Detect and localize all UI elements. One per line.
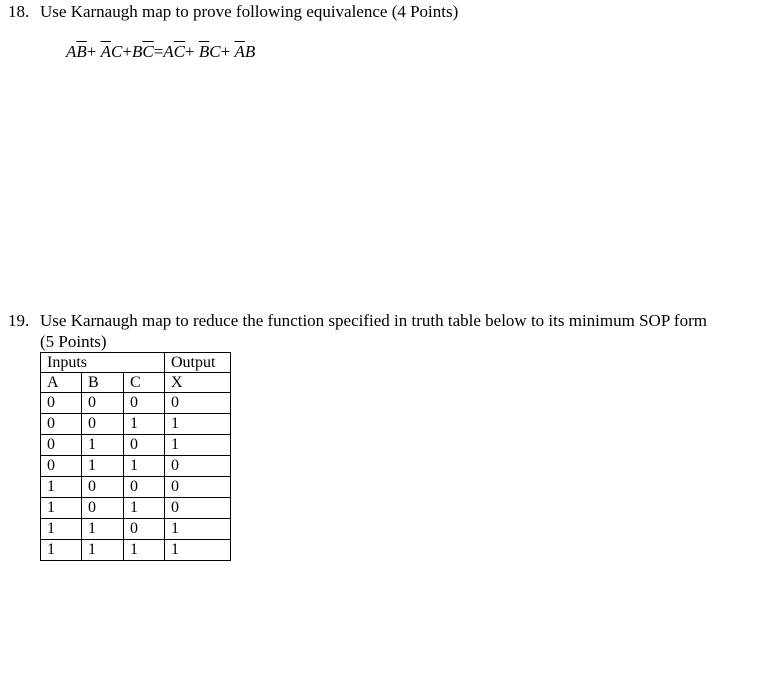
boolean-equation (66, 42, 255, 62)
truth-table-body (41, 393, 231, 561)
table-row (41, 477, 231, 498)
cell-b: 1 (82, 540, 124, 561)
table-row (41, 393, 231, 414)
variable: C (111, 42, 123, 61)
equation-lhs (66, 42, 154, 61)
cell-a: 0 (41, 414, 82, 435)
variable: B (244, 42, 256, 61)
complemented-variable: $\overline{A}$ (234, 42, 245, 61)
cell-c: 0 (124, 519, 165, 540)
cell-x: 0 (165, 393, 231, 414)
question-19 (8, 311, 707, 331)
table-row (41, 519, 231, 540)
cell-x: 1 (165, 540, 231, 561)
cell-c: 1 (124, 540, 165, 561)
cell-c: 0 (124, 435, 165, 456)
lhs-operator: + (122, 42, 132, 61)
complemented-variable: $\overline{B}$ (198, 42, 210, 61)
cell-x: 0 (165, 477, 231, 498)
table-row (41, 540, 231, 561)
header-x: X (165, 373, 231, 393)
truth-table-group-row (41, 353, 231, 373)
complemented-variable: $\overline{C}$ (142, 42, 154, 61)
rhs-operator: + (220, 42, 235, 61)
cell-c: 1 (124, 498, 165, 519)
table-row (41, 414, 231, 435)
cell-a: 1 (41, 519, 82, 540)
cell-x: 0 (165, 456, 231, 477)
cell-a: 0 (41, 435, 82, 456)
cell-b: 0 (82, 393, 124, 414)
header-b: B (82, 373, 124, 393)
question-19-points: (5 Points) (40, 332, 107, 351)
inputs-group-header: Inputs (41, 353, 165, 373)
cell-b: 1 (82, 435, 124, 456)
cell-a: 1 (41, 540, 82, 561)
rhs-term (234, 42, 255, 61)
cell-x: 1 (165, 414, 231, 435)
cell-b: 0 (82, 477, 124, 498)
cell-a: 0 (41, 456, 82, 477)
table-row (41, 498, 231, 519)
lhs-term (66, 42, 87, 61)
header-c: C (124, 373, 165, 393)
cell-c: 1 (124, 414, 165, 435)
variable: A (163, 42, 174, 61)
truth-table (40, 352, 231, 561)
variable: B (131, 42, 143, 61)
question-19-number: 19. (8, 311, 30, 330)
complemented-variable: $\overline{A}$ (100, 42, 112, 61)
truth-table-header-row (41, 373, 231, 393)
lhs-term (101, 42, 123, 61)
lhs-term (132, 42, 154, 61)
cell-a: 0 (41, 393, 82, 414)
rhs-operator: + (185, 42, 199, 61)
table-row (41, 456, 231, 477)
cell-b: 1 (82, 456, 124, 477)
question-19-text: Use Karnaugh map to reduce the function specified in truth table below to its minimum SOP form (40, 311, 707, 330)
complemented-variable: $\overline{B}$ (76, 42, 87, 61)
lhs-operator: + (86, 42, 101, 61)
cell-x: 1 (165, 435, 231, 456)
rhs-term (199, 42, 221, 61)
variable: A (66, 42, 77, 61)
cell-c: 0 (124, 477, 165, 498)
cell-a: 1 (41, 498, 82, 519)
variable: C (209, 42, 221, 61)
cell-b: 1 (82, 519, 124, 540)
question-18-number: 18. (8, 2, 30, 21)
table-row (41, 435, 231, 456)
cell-x: 1 (165, 519, 231, 540)
cell-c: 1 (124, 456, 165, 477)
cell-x: 0 (165, 498, 231, 519)
cell-c: 0 (124, 393, 165, 414)
complemented-variable: $\overline{C}$ (173, 42, 186, 61)
question-18 (8, 2, 458, 22)
cell-a: 1 (41, 477, 82, 498)
output-group-header: Output (165, 353, 231, 373)
equation-equals: = (153, 42, 164, 61)
question-18-text: Use Karnaugh map to prove following equivalence (4 Points) (40, 2, 459, 21)
header-a: A (41, 373, 82, 393)
cell-b: 0 (82, 498, 124, 519)
equation-rhs (163, 42, 255, 61)
rhs-term (163, 42, 185, 61)
cell-b: 0 (82, 414, 124, 435)
